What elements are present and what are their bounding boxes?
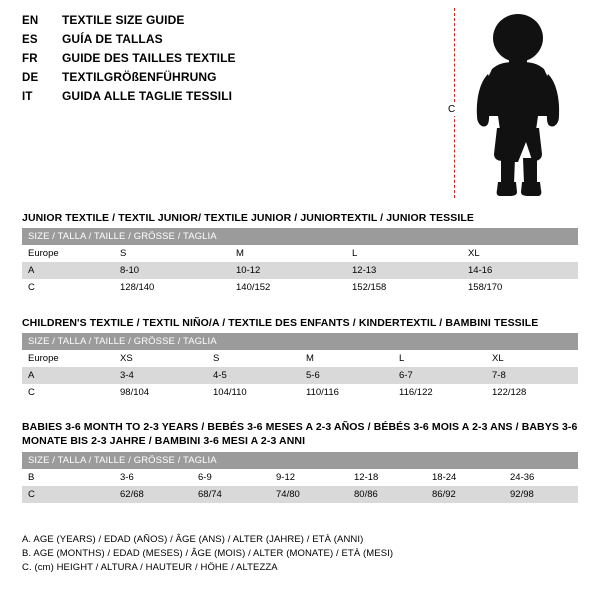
language-row	[22, 70, 442, 89]
toddler-silhouette-icon	[468, 12, 578, 200]
language-title: GUIDE DES TAILLES TEXTILE	[62, 51, 236, 65]
cell: 104/110	[207, 384, 300, 401]
cell: 152/158	[346, 279, 462, 296]
row-label: B	[22, 469, 114, 486]
size-header-label: SIZE / TALLA / TAILLE / GRÖSSE / TAGLIA	[22, 228, 578, 245]
cell: 98/104	[114, 384, 207, 401]
babies-size-table	[22, 452, 578, 503]
section-title: CHILDREN'S TEXTILE / TEXTIL NIÑO/A / TEXTILE DES ENFANTS / KINDERTEXTIL / BAMBINI TESSILE	[22, 317, 539, 329]
table-row	[22, 279, 578, 296]
table-header-row	[22, 452, 578, 469]
cell: 110/116	[300, 384, 393, 401]
cell: 74/80	[270, 486, 348, 503]
section-junior-textile	[22, 212, 578, 296]
language-title: GUÍA DE TALLAS	[62, 32, 163, 46]
cell: 24-36	[504, 469, 578, 486]
cell: 7-8	[486, 367, 578, 384]
language-title: TEXTILGRÖßENFÜHRUNG	[62, 70, 217, 84]
row-label: Europe	[22, 245, 114, 262]
cell: 12-18	[348, 469, 426, 486]
legend-line: A. AGE (YEARS) / EDAD (AÑOS) / ÂGE (ANS) / ALTER (JAHRE) / ETÀ (ANNI)	[22, 534, 364, 545]
cell: 4-5	[207, 367, 300, 384]
section-title: JUNIOR TEXTILE / TEXTIL JUNIOR/ TEXTILE JUNIOR / JUNIORTEXTIL / JUNIOR TESSILE	[22, 212, 474, 224]
cell: XS	[114, 350, 207, 367]
height-measure-label: C	[448, 104, 456, 115]
table-row	[22, 262, 578, 279]
cell: 6-7	[393, 367, 486, 384]
table-row	[22, 367, 578, 384]
section-title: BABIES 3-6 MONTH TO 2-3 YEARS / BEBÉS 3-6 MESES A 2-3 AÑOS / BÉBÉS 3-6 MOIS A 2-3 ANS / BABYS 3-6 MONATE BIS 2-3 JAHRE / BAMBINI 3-6 MESI A 2-3 ANNI	[22, 421, 578, 447]
cell: 80/86	[348, 486, 426, 503]
row-label: C	[22, 486, 114, 503]
table-row	[22, 350, 578, 367]
size-header-label: SIZE / TALLA / TAILLE / GRÖSSE / TAGLIA	[22, 333, 578, 350]
legend-line: B. AGE (MONTHS) / EDAD (MESES) / ÂGE (MOIS) / ALTER (MONATE) / ETÀ (MESI)	[22, 548, 394, 559]
cell: 86/92	[426, 486, 504, 503]
language-code: DE	[22, 72, 39, 84]
legend-line: C. (cm) HEIGHT / ALTURA / HAUTEUR / HÖHE / ALTEZZA	[22, 562, 278, 573]
table-row	[22, 384, 578, 401]
cell: 158/170	[462, 279, 578, 296]
language-title: TEXTILE SIZE GUIDE	[62, 13, 185, 27]
cell: 8-10	[114, 262, 230, 279]
junior-size-table	[22, 228, 578, 296]
row-label: C	[22, 279, 114, 296]
legend-block	[22, 533, 393, 575]
cell: 12-13	[346, 262, 462, 279]
language-row	[22, 32, 442, 51]
table-row	[22, 469, 578, 486]
cell: 3-4	[114, 367, 207, 384]
cell: 116/122	[393, 384, 486, 401]
language-code: ES	[22, 34, 38, 46]
cell: L	[346, 245, 462, 262]
row-label: A	[22, 262, 114, 279]
cell: 92/98	[504, 486, 578, 503]
row-label: Europe	[22, 350, 114, 367]
cell: 122/128	[486, 384, 578, 401]
language-title-list	[22, 13, 442, 108]
language-row	[22, 51, 442, 70]
cell: S	[114, 245, 230, 262]
table-row	[22, 245, 578, 262]
cell: XL	[462, 245, 578, 262]
section-children-textile	[22, 317, 578, 401]
cell: S	[207, 350, 300, 367]
cell: 10-12	[230, 262, 346, 279]
section-babies-textile	[22, 420, 578, 503]
cell: XL	[486, 350, 578, 367]
cell: 18-24	[426, 469, 504, 486]
cell: 6-9	[192, 469, 270, 486]
height-measurement-figure	[440, 8, 580, 198]
cell: M	[300, 350, 393, 367]
table-header-row	[22, 228, 578, 245]
table-header-row	[22, 333, 578, 350]
language-code: FR	[22, 53, 38, 65]
cell: 9-12	[270, 469, 348, 486]
children-size-table	[22, 333, 578, 401]
language-code: EN	[22, 15, 39, 27]
cell: L	[393, 350, 486, 367]
language-code: IT	[22, 91, 33, 103]
language-title: GUIDA ALLE TAGLIE TESSILI	[62, 89, 233, 103]
cell: 14-16	[462, 262, 578, 279]
row-label: A	[22, 367, 114, 384]
cell: 3-6	[114, 469, 192, 486]
language-row	[22, 13, 442, 32]
cell: 62/68	[114, 486, 192, 503]
cell: 128/140	[114, 279, 230, 296]
cell: 68/74	[192, 486, 270, 503]
cell: 5-6	[300, 367, 393, 384]
language-row	[22, 89, 442, 108]
table-row	[22, 486, 578, 503]
cell: 140/152	[230, 279, 346, 296]
size-header-label: SIZE / TALLA / TAILLE / GRÖSSE / TAGLIA	[22, 452, 578, 469]
row-label: C	[22, 384, 114, 401]
cell: M	[230, 245, 346, 262]
